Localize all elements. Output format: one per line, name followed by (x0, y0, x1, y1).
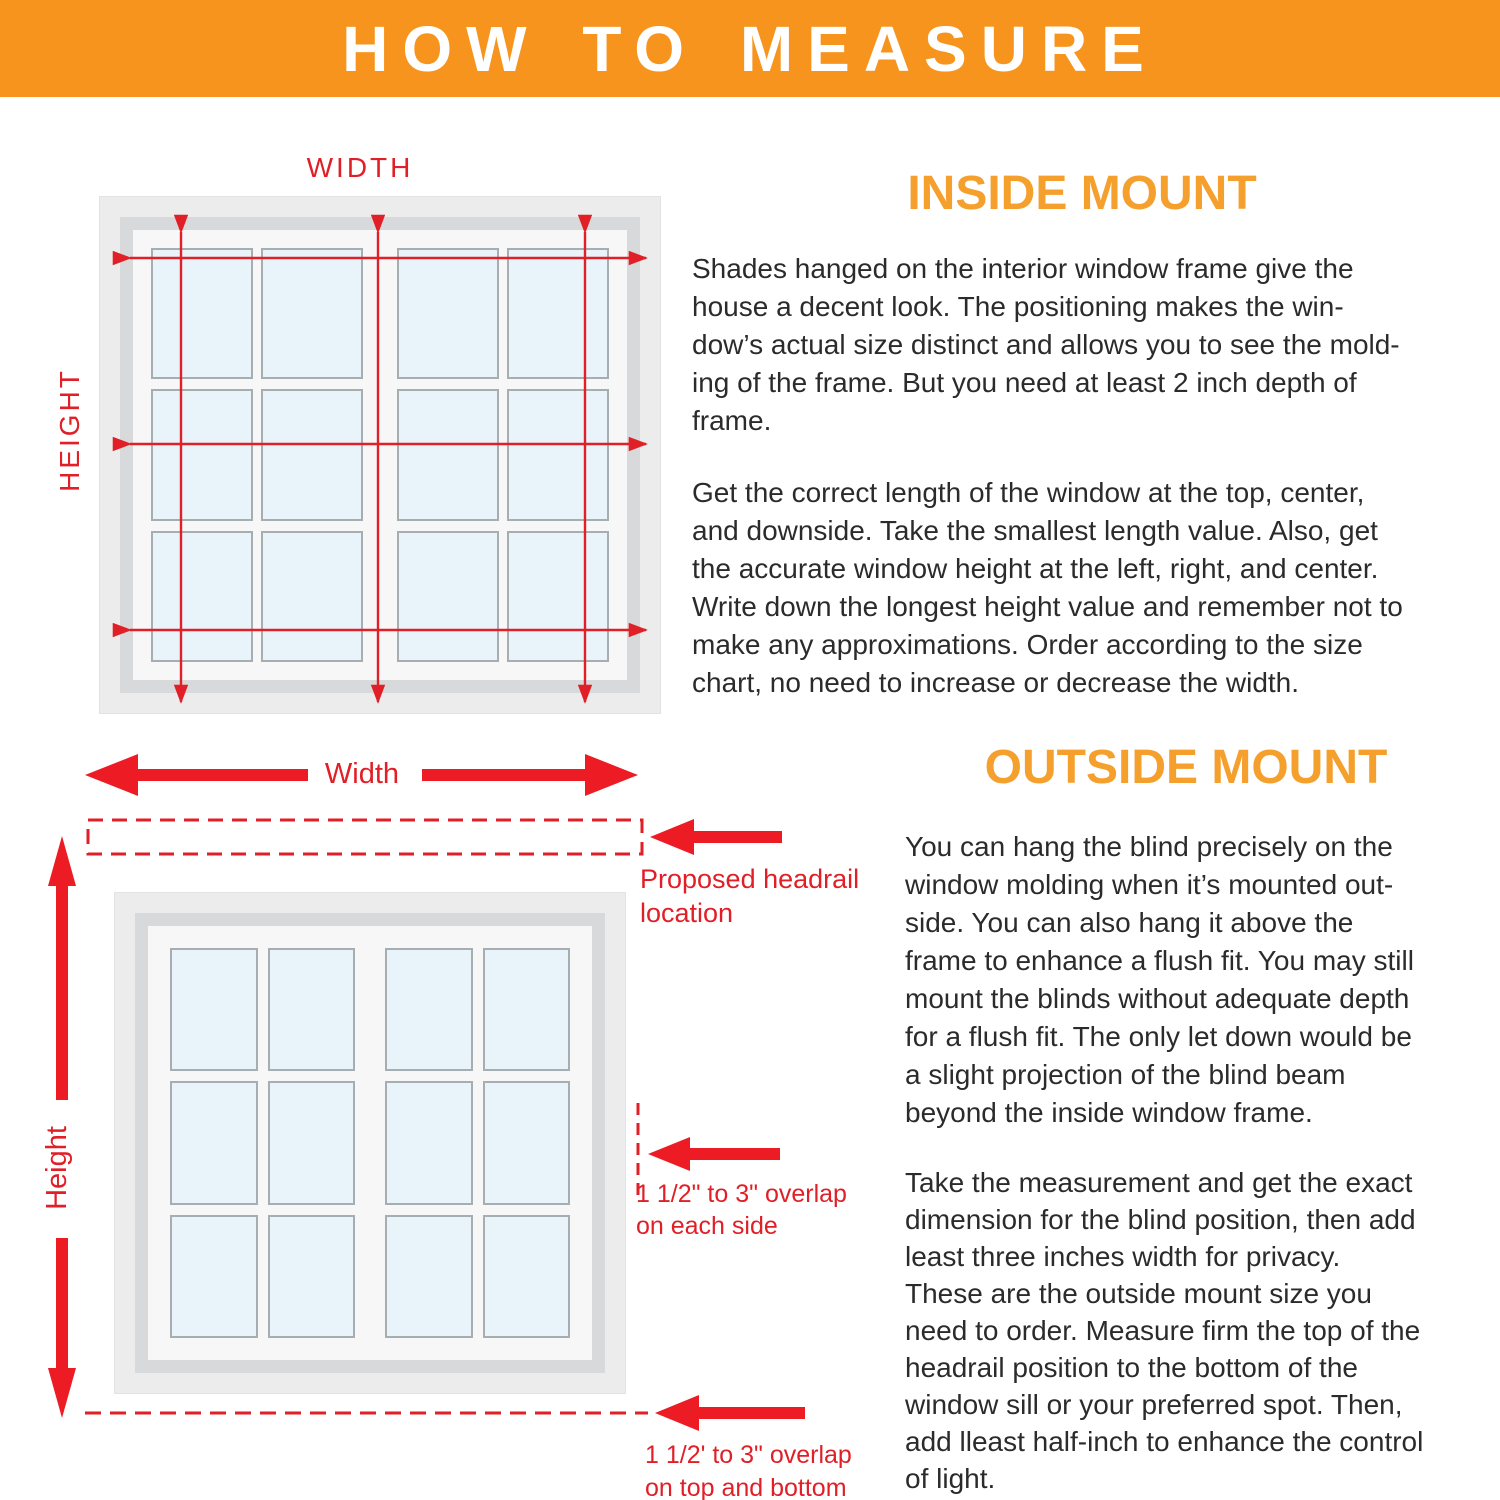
window-pane (483, 948, 571, 1071)
measurement-arrows-inside (40, 140, 680, 740)
text-line: house a decent look. The positioning makes the win- (692, 291, 1344, 322)
header-bar (0, 0, 1500, 97)
text-line: 1 1/2" to 3" overlap (636, 1180, 847, 1208)
text-line: 1 1/2' to 3" overlap (645, 1441, 852, 1469)
inside-mount-paragraph-2 (692, 474, 1403, 702)
window-pane (268, 948, 356, 1071)
pane-grid-left (170, 948, 355, 1338)
window-pane (268, 1215, 356, 1338)
outside-height-label: Height (40, 1126, 73, 1210)
window-panes (170, 948, 570, 1338)
width-arrow-right-head (585, 754, 638, 796)
window-pane (170, 948, 258, 1071)
headrail-dashed-box (88, 820, 642, 854)
text-line: Take the measurement and get the exact (905, 1167, 1413, 1198)
text-line: add lleast half-inch to enhance the control (905, 1426, 1424, 1457)
window-sash (148, 926, 592, 1360)
text-line: location (640, 898, 734, 928)
window-pane (170, 1081, 258, 1204)
window-pane (385, 1081, 473, 1204)
text-line: need to order. Measure firm the top of the (905, 1315, 1421, 1346)
text-line: mount the blinds without adequate depth (905, 983, 1410, 1014)
text-line: You can hang the blind precisely on the (905, 831, 1393, 862)
text-line: side. You can also hang it above the (905, 907, 1354, 938)
text-line: dimension for the blind position, then add (905, 1204, 1416, 1235)
text-line: and downside. Take the smallest length value. Also, get (692, 515, 1378, 546)
text-line: beyond the inside window frame. (905, 1097, 1313, 1128)
bottom-overlap-arrow-head (655, 1395, 699, 1431)
inside-height-label: HEIGHT (54, 368, 85, 492)
inside-mount-paragraph-1 (692, 250, 1400, 440)
text-line: a slight projection of the blind beam (905, 1059, 1346, 1090)
text-line: frame. (692, 405, 772, 436)
headrail-arrow-head (650, 819, 694, 855)
window-frame (135, 913, 605, 1373)
text-line: chart, no need to increase or decrease the width. (692, 667, 1300, 698)
outside-mount-diagram (20, 740, 900, 1500)
text-line: the accurate window height at the left, right, and center. (692, 553, 1379, 584)
text-line: of light. (905, 1463, 996, 1494)
window-pane (268, 1081, 356, 1204)
text-line: dow’s actual size distinct and allows you to see the mold- (692, 329, 1400, 360)
text-line: Write down the longest height value and remember not to (692, 591, 1403, 622)
page-title: HOW TO MEASURE (342, 12, 1158, 85)
outside-mount-heading: OUTSIDE MOUNT (984, 741, 1388, 794)
window-pane (483, 1215, 571, 1338)
text-line: on top and bottom (645, 1474, 847, 1500)
height-arrow-top-head (48, 836, 76, 886)
text-line: on each side (636, 1212, 778, 1240)
pane-grid-right (385, 948, 570, 1338)
height-arrow-bottom-head (48, 1368, 76, 1418)
bottom-overlap-note (645, 1439, 852, 1500)
text-line: ing of the frame. But you need at least 2 inch depth of (692, 367, 1357, 398)
text-line: These are the outside mount size you (905, 1278, 1372, 1309)
outside-width-label: Width (324, 758, 400, 790)
window-pane (385, 948, 473, 1071)
window-pane (385, 1215, 473, 1338)
text-line: Proposed headrail (640, 864, 860, 894)
side-overlap-arrow-head (648, 1137, 690, 1171)
width-arrow-left-head (85, 754, 138, 796)
inside-width-label: WIDTH (306, 152, 414, 183)
inside-mount-heading: INSIDE MOUNT (907, 167, 1257, 220)
outside-mount-paragraph-2 (905, 1164, 1423, 1497)
text-line: Shades hanged on the interior window frame give the (692, 253, 1354, 284)
inside-mount-diagram (40, 140, 680, 740)
text-line: frame to enhance a flush fit. You may still (905, 945, 1414, 976)
text-line: for a flush fit. The only let down would be (905, 1021, 1412, 1052)
headrail-note (640, 862, 859, 930)
window-pane (170, 1215, 258, 1338)
text-line: least three inches width for privacy. (905, 1241, 1341, 1272)
window-pane (483, 1081, 571, 1204)
text-line: headrail position to the bottom of the (905, 1352, 1358, 1383)
window-illustration-outside (115, 893, 625, 1393)
text-line: window sill or your preferred spot. Then, (905, 1389, 1403, 1420)
center-mullion (355, 948, 385, 1338)
text-line: make any approximations. Order according to the size (692, 629, 1363, 660)
outside-mount-paragraph-1 (905, 828, 1414, 1132)
text-line: window molding when it’s mounted out- (905, 869, 1394, 900)
side-overlap-note (636, 1178, 847, 1242)
text-line: Get the correct length of the window at the top, center, (692, 477, 1365, 508)
